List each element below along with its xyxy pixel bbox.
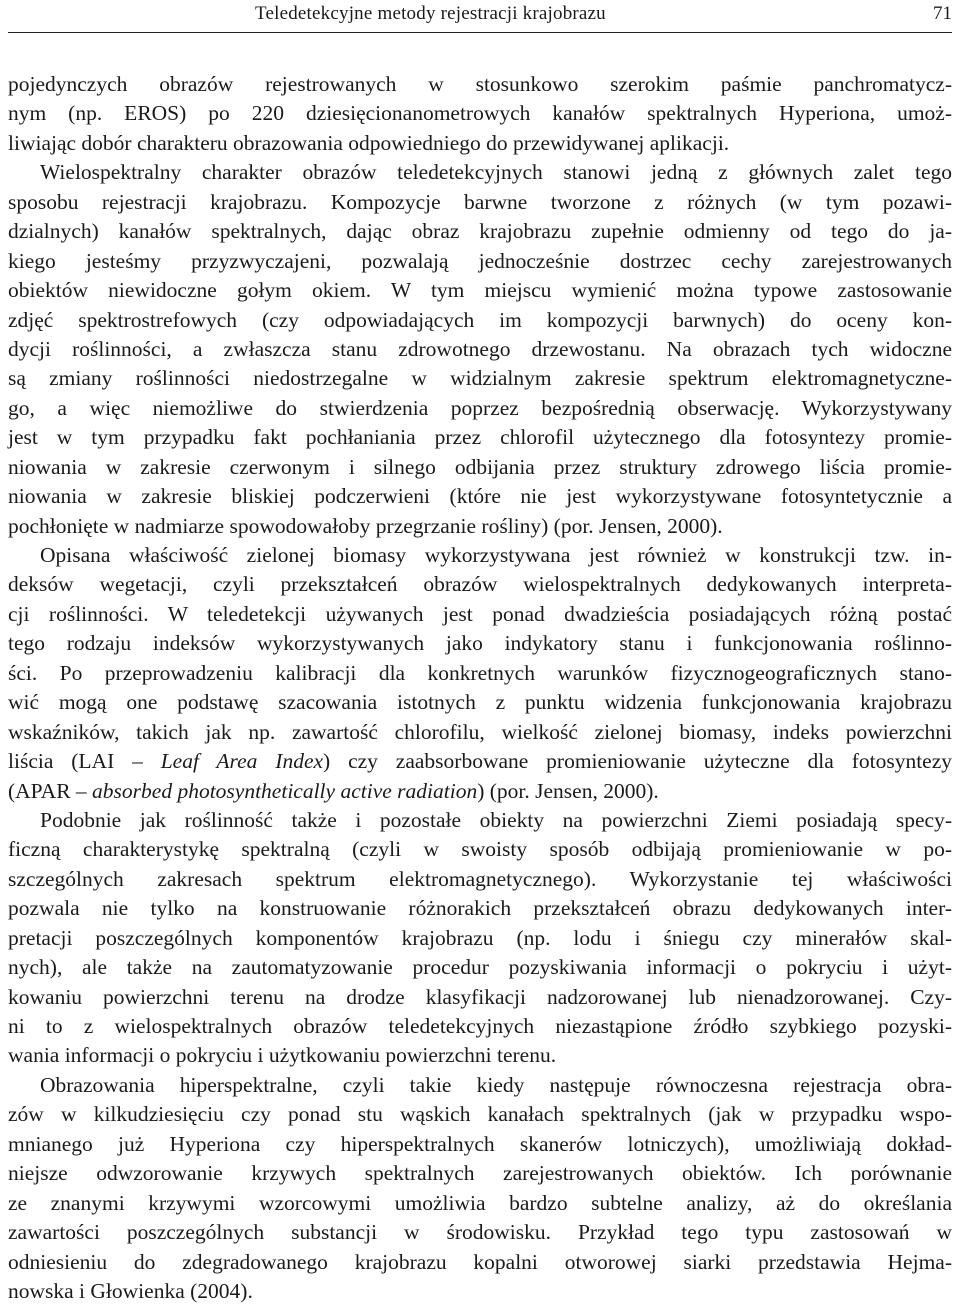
text-line: wić mogą one podstawę szacowania istotnych z punktu widzenia funkcjonowania krajobrazu bbox=[8, 690, 952, 715]
page-number: 71 bbox=[933, 3, 952, 24]
text-line: zów w kilkudziesięciu czy ponad stu wąskich kanałach spektralnych (jak w przypadku wspo- bbox=[8, 1102, 952, 1127]
text-line: pozwala nie tylko na konstruowanie różnorakich przekształceń obrazu dedykowanych inter- bbox=[8, 896, 952, 921]
paragraph-first-line: Podobnie jak roślinność także i pozostałe obiekty na powierzchni Ziemi posiadają specy- bbox=[40, 807, 952, 832]
text-line-lai: liścia (LAI – Leaf Area Index) czy zaabsorbowane promieniowanie użyteczne dla fotosyntezy bbox=[8, 749, 953, 774]
text-line-apar: (APAR – absorbed photosynthetically active radiation) (por. Jensen, 2000). bbox=[8, 778, 659, 803]
text-line: ficzną charakterystykę spektralną (czyli w swoisty sposób odbijają promieniowanie w po- bbox=[8, 837, 952, 862]
text-line: zdjęć spektrostrefowych (czy odpowiadających im kompozycji barwnych) do oceny kon- bbox=[8, 307, 952, 332]
text-line: niowania w zakresie bliskiej podczerwieni (które nie jest wykorzystywane fotosyntetycznie a bbox=[8, 484, 952, 509]
text-line: szczególnych zakresach spektrum elektromagnetycznego). Wykorzystanie tej właściwości bbox=[8, 866, 952, 891]
text-line: dzialnych) kanałów spektralnych, dając obraz krajobrazu zupełnie odmienny od tego do ja- bbox=[8, 219, 952, 244]
text-line: wania informacji o pokryciu i użytkowaniu powierzchni terenu. bbox=[8, 1043, 557, 1068]
text-line: niowania w zakresie czerwonym i silnego odbijania przez struktury zdrowego liścia promie- bbox=[8, 454, 952, 479]
body-text bbox=[8, 70, 952, 1306]
text-line: nowska i Głowienka (2004). bbox=[8, 1278, 253, 1303]
text-line: są zmiany roślinności niedostrzegalne w widzialnym zakresie spektrum elektromagnetyczne- bbox=[8, 366, 952, 391]
text-line: niejsze odwzorowanie krzywych spektralnych zarejestrowanych obiektów. Ich porównanie bbox=[8, 1161, 952, 1186]
text-line: odniesieniu do zdegradowanego krajobrazu kopalni otworowej siarki przedstawia Hejma- bbox=[8, 1249, 952, 1274]
paragraph-first-line: Opisana właściwość zielonej biomasy wykorzystywana jest również w konstrukcji tzw. in- bbox=[40, 543, 952, 567]
text-line: pretacji poszczególnych komponentów krajobrazu (np. lodu i śniegu czy minerałów skal- bbox=[8, 925, 952, 950]
text-line: ni to z wielospektralnych obrazów teledetekcyjnych niezastąpione źródło szybkiego pozyski- bbox=[8, 1014, 952, 1038]
text-line: cji roślinności. W teledetekcji używanych jest ponad dwadzieścia posiadających różną postać bbox=[8, 601, 952, 626]
text-line: deksów wegetacji, czyli przekształceń obrazów wielospektralnych dedykowanych interpreta- bbox=[8, 572, 952, 597]
text-line: dycji roślinności, a zwłaszcza stanu zdrowotnego drzewostanu. Na obrazach tych widoczne bbox=[8, 336, 952, 361]
text-line: nych), ale także na zautomatyzowanie procedur pozyskiwania informacji o pokryciu i użyt- bbox=[8, 955, 952, 980]
text-line: mnianego już Hyperiona czy hiperspektralnych skanerów lotniczych), umożliwiają dokład- bbox=[8, 1131, 952, 1156]
text-line: pojedynczych obrazów rejestrowanych w stosunkowo szerokim paśmie panchromatycz- bbox=[8, 72, 952, 96]
text-line: tego rodzaju indeksów wykorzystywanych jako indykatory stanu i funkcjonowania roślinno- bbox=[8, 631, 952, 656]
text-line: kowaniu powierzchni terenu na drodze klasyfikacji nadzorowanej lub nienadzorowanej. Czy- bbox=[8, 984, 952, 1009]
italic-term: Leaf Area Index bbox=[160, 749, 324, 774]
text-line: obiektów niewidoczne gołym okiem. W tym miejscu wymienić można typowe zastosowanie bbox=[8, 278, 952, 303]
text-line: sposobu rejestracji krajobrazu. Kompozycje barwne tworzone z różnych (w tym pozawi- bbox=[8, 189, 952, 214]
running-header bbox=[8, 0, 952, 33]
text-line: ze znanymi krzywymi wzorcowymi umożliwia bardzo subtelne analizy, aż do określania bbox=[8, 1190, 952, 1215]
text-line: liwiając dobór charakteru obrazowania odpowiedniego do przewidywanej aplikacji. bbox=[8, 130, 730, 155]
italic-term: absorbed photosynthetically active radiation bbox=[92, 778, 478, 803]
paragraph-first-line: Obrazowania hiperspektralne, czyli takie kiedy następuje równoczesna rejestracja obra- bbox=[40, 1072, 952, 1097]
paragraph-first-line: Wielospektralny charakter obrazów teledetekcyjnych stanowi jedną z głównych zalet tego bbox=[40, 160, 952, 185]
text-line: jest w tym przypadku fakt pochłaniania przez chlorofil użytecznego dla fotosyntezy promie- bbox=[8, 425, 952, 450]
text-line: nym (np. EROS) po 220 dziesięcionanometrowych kanałów spektralnych Hyperiona, umoż- bbox=[8, 101, 952, 126]
text-line: wskaźników, takich jak np. zawartość chlorofilu, wielkość zielonej biomasy, indeks powierzchni bbox=[8, 719, 952, 744]
text-line: ści. Po przeprowadzeniu kalibracji dla konkretnych warunków fizycznogeograficznych stano- bbox=[8, 660, 952, 685]
text-line: zawartości poszczególnych substancji w środowisku. Przykład tego typu zastosowań w bbox=[8, 1220, 952, 1245]
text-line: pochłonięte w nadmiarze spowodowałoby przegrzanie rośliny) (por. Jensen, 2000). bbox=[8, 513, 723, 538]
text-line: kiego jesteśmy przyzwyczajeni, pozwalają jednocześnie dostrzec cechy zarejestrowanych bbox=[8, 248, 952, 273]
text-line: go, a więc niemożliwe do stwierdzenia poprzez bezpośrednią obserwację. Wykorzystywany bbox=[8, 395, 952, 420]
running-title: Teledetekcyjne metody rejestracji krajobrazu bbox=[255, 3, 606, 24]
